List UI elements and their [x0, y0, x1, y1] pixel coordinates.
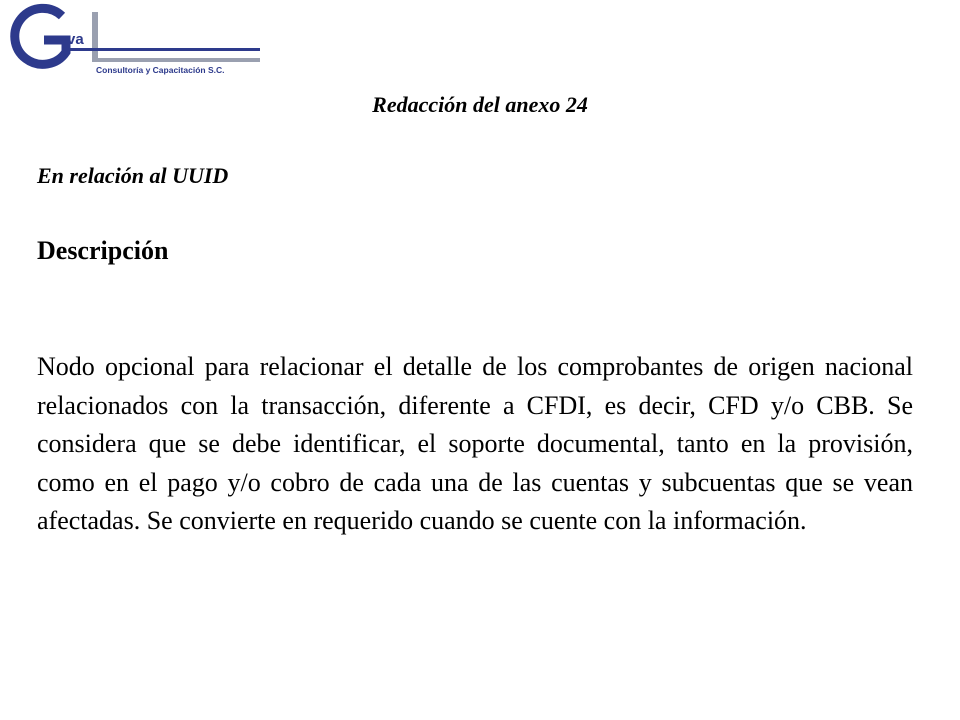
logo-tagline: Consultoría y Capacitación S.C. — [96, 65, 225, 75]
company-logo — [4, 2, 272, 76]
section-heading: Descripción — [37, 236, 169, 265]
body-paragraph: Nodo opcional para relacionar el detalle de los comprobantes de origen nacional relacionados con la transacción, diferente a CFDI, es decir, CFD y/o CBB. Se considera que se debe identificar, el soporte documental, tanto en la provisión, como en el pago y/o cobro de cada una de las cuentas y subcuentas que se vean afectadas. Se convierte en requerido cuando se cuente con la información. — [37, 352, 913, 535]
subtitle: En relación al UUID — [37, 163, 229, 188]
logo-letters: va — [67, 31, 84, 48]
slide-title: Redacción del anexo 24 — [372, 92, 588, 117]
